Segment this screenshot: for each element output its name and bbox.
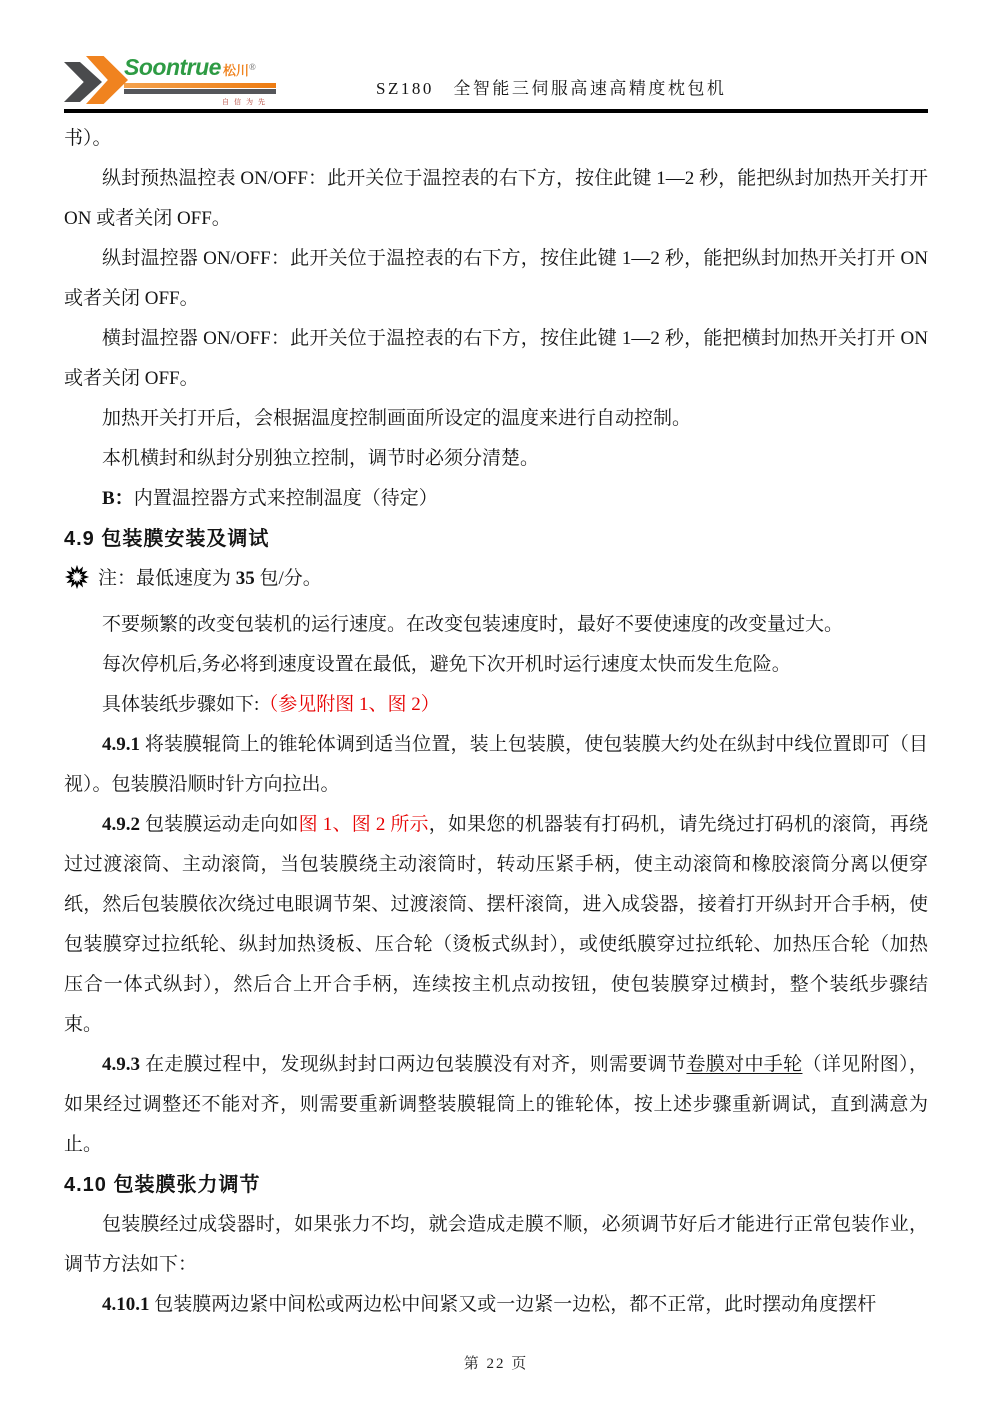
document-body [0, 113, 992, 1325]
steps-intro-text: 具体装纸步骤如下: [102, 694, 260, 715]
brand-name: Soontrue [124, 54, 221, 80]
paragraph-vertical-controller: 纵封温控器 ON/OFF：此开关位于温控表的右下方，按住此键 1—2 秒，能把纵封加热开关打开 ON 或者关闭 OFF。 [64, 248, 928, 309]
option-b-label: B： [102, 488, 134, 509]
paragraph-speed-change: 不要频繁的改变包装机的运行速度。在改变包装速度时，最好不要使速度的改变量过大。 [102, 614, 844, 635]
paragraph-horizontal-controller: 横封温控器 ON/OFF：此开关位于温控表的右下方，按住此键 1—2 秒，能把横封加热开关打开 ON 或者关闭 OFF。 [64, 328, 928, 389]
logo-bar-gray [124, 89, 276, 94]
paragraph-option-b [64, 479, 928, 519]
steps-figure-reference: （参见附图 1、图 2） [259, 694, 440, 715]
section-number-4-9-3: 4.9.3 [102, 1054, 140, 1075]
option-b-text: 内置温控器方式来控制温度（待定） [133, 488, 438, 509]
note-min-speed [64, 559, 928, 605]
logo-text-block [124, 56, 276, 107]
note-label: 注：最低速度为 [98, 568, 236, 589]
section-number-4-9-1: 4.9.1 [102, 734, 140, 755]
note-min-speed-value: 35 [235, 568, 255, 589]
figure-reference-4-9-2: 图 1、图 2 所示 [298, 814, 429, 835]
paragraph-steps-intro [64, 685, 928, 725]
paragraph-4-9-1 [64, 725, 928, 805]
registered-mark-icon: ® [248, 62, 256, 72]
paragraph-independent-control: 本机横封和纵封分别独立控制，调节时必须分清楚。 [102, 448, 540, 469]
note-suffix: 包/分。 [254, 568, 322, 589]
logo-bar-orange [124, 83, 276, 88]
paragraph-4-9-2-pre: 包装膜运动走向如 [140, 814, 299, 835]
brand-name-cn: 松川 [222, 63, 249, 78]
paragraph-4-9-3-pre: 在走膜过程中，发现纵封封口两边包装膜没有对齐，则需要调节 [140, 1054, 687, 1075]
paragraph-continuation: 书）。 [64, 128, 112, 149]
paragraph-4-10-1 [64, 1285, 928, 1325]
paragraph-4-9-2 [64, 805, 928, 1045]
paragraph-stop-speed: 每次停机后,务必将到速度设置在最低，避免下次开机时运行速度太快而发生危险。 [102, 654, 791, 675]
paragraph-preheat-vertical: 纵封预热温控表 ON/OFF：此开关位于温控表的右下方，按住此键 1—2 秒，能把纵封加热开关打开 ON 或者关闭 OFF。 [64, 168, 928, 229]
page-footer [0, 1352, 992, 1373]
section-heading-4-9: 4.9 包装膜安装及调试 [64, 528, 270, 550]
logo-slogan: 自信为先 [222, 98, 270, 106]
paragraph-4-10-1-text: 包装膜两边紧中间松或两边松中间紧又或一边紧一边松，都不正常，此时摆动角度摆杆 [149, 1294, 877, 1315]
paragraph-4-9-1-text: 将装膜辊筒上的锥轮体调到适当位置，装上包装膜，使包装膜大约处在纵封中线位置即可（目视）。包装膜沿顺时针方向拉出。 [64, 734, 928, 795]
paragraph-4-9-3 [64, 1045, 928, 1165]
section-number-4-9-2: 4.9.2 [102, 814, 140, 835]
paragraph-auto-control: 加热开关打开后，会根据温度控制画面所设定的温度来进行自动控制。 [102, 408, 692, 429]
handwheel-underlined-term: 卷膜对中手轮 [686, 1054, 803, 1075]
document-title: SZ180 全智能三伺服高速高精度枕包机 [376, 79, 727, 98]
burst-star-icon [64, 564, 90, 605]
paragraph-tension: 包装膜经过成袋器时，如果张力不均，就会造成走膜不顺，必须调节好后才能进行正常包装作业，调节方法如下： [64, 1214, 928, 1275]
paragraph-4-9-3-post: （详见附图），如果经过调整还不能对齐，则需要重新调整装膜辊筒上的锥轮体，按上述步骤重新调试，直到满意为止。 [64, 1054, 928, 1155]
soontrue-logo [64, 56, 270, 107]
section-heading-4-10: 4.10 包装膜张力调节 [64, 1174, 261, 1196]
brand-line [124, 56, 276, 82]
logo-chevrons [64, 60, 128, 104]
paragraph-4-9-2-post: ，如果您的机器装有打码机，请先绕过打码机的滚筒，再绕过过渡滚筒、主动滚筒，当包装膜绕主动滚筒时，转动压紧手柄，使主动滚筒和橡胶滚筒分离以便穿纸，然后包装膜依次绕过电眼调节架、过渡滚筒、摆杆滚筒，进入成袋器，接着打开纵封开合手柄，使包装膜穿过拉纸轮、纵封加热烫板、压合轮（烫板式纵封），或使纸膜穿过拉纸轮、加热压合轮（加热压合一体式纵封），然后合上开合手柄，连续按主机点动按钮，使包装膜穿过横封，整个装纸步骤结束。 [64, 814, 928, 1035]
page-header [0, 0, 992, 107]
section-number-4-10-1: 4.10.1 [102, 1294, 150, 1315]
page-number: 第 22 页 [463, 1356, 529, 1372]
